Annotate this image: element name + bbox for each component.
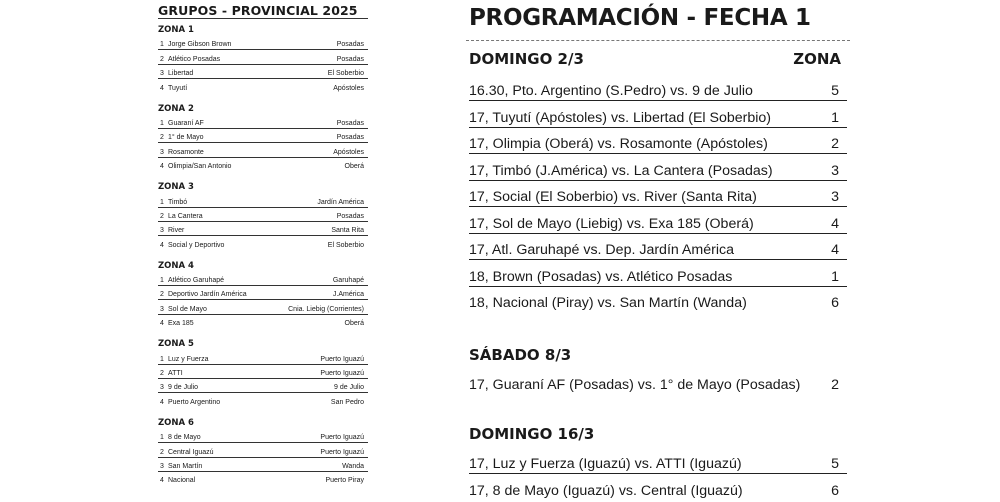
zone-block xyxy=(158,417,368,486)
team-name: 8 de Mayo xyxy=(168,434,201,442)
day-header xyxy=(469,50,841,68)
team-position: 4 xyxy=(160,241,164,249)
team-row xyxy=(158,379,368,393)
team-name: Luz y Fuerza xyxy=(168,355,209,363)
team-name: River xyxy=(168,227,185,235)
match-zone: 6 xyxy=(831,295,839,311)
team-row xyxy=(158,350,368,364)
team-row xyxy=(158,222,368,236)
team-row xyxy=(158,393,368,406)
match-row xyxy=(469,76,847,101)
match-text: 18, Brown (Posadas) vs. Atlético Posadas xyxy=(469,268,733,285)
team-row xyxy=(158,472,368,485)
team-city: Jardín América xyxy=(317,198,364,206)
day-header xyxy=(469,425,841,443)
match-row xyxy=(469,262,847,287)
team-row xyxy=(158,236,368,249)
day-label: SÁBADO 8/3 xyxy=(469,346,572,364)
match-text: 17, 8 de Mayo (Iguazú) vs. Central (Iguazú) xyxy=(469,482,743,499)
team-row xyxy=(158,300,368,314)
day-label: DOMINGO 2/3 xyxy=(469,50,584,68)
team-row xyxy=(158,129,368,143)
team-row xyxy=(158,193,368,207)
match-row xyxy=(469,288,847,312)
zone-title: ZONA 1 xyxy=(158,25,194,35)
team-name: San Martín xyxy=(168,462,203,470)
team-row xyxy=(158,315,368,328)
team-name: La Cantera xyxy=(168,212,203,220)
match-row xyxy=(469,476,847,500)
match-text: 17, Tuyutí (Apóstoles) vs. Libertad (El Soberbio) xyxy=(469,109,772,126)
team-position: 3 xyxy=(160,227,164,235)
zone-title: ZONA 5 xyxy=(158,339,194,350)
team-name: Olimpia/San Antonio xyxy=(168,163,232,171)
match-zone: 2 xyxy=(831,136,839,152)
match-row xyxy=(469,449,847,474)
groups-title: GRUPOS - PROVINCIAL 2025 xyxy=(158,0,368,19)
team-city: Apóstoles xyxy=(333,148,364,156)
team-name: Rosamonte xyxy=(168,148,204,156)
team-name: Atlético Garuhapé xyxy=(168,277,225,285)
team-position: 4 xyxy=(160,398,164,406)
team-position: 1 xyxy=(160,277,164,285)
team-name: Nacional xyxy=(168,477,196,485)
match-text: 17, Social (El Soberbio) vs. River (Santa Rita) xyxy=(469,189,757,205)
team-row xyxy=(158,208,368,222)
team-city: Puerto Iguazú xyxy=(320,434,364,442)
team-city: Puerto Iguazú xyxy=(320,370,364,378)
team-name: ATTI xyxy=(168,370,183,378)
match-zone: 1 xyxy=(831,109,839,126)
team-name: Sol de Mayo xyxy=(168,305,207,313)
match-text: 17, Atl. Garuhapé vs. Dep. Jardín América xyxy=(469,242,734,258)
match-text: 17, Guaraní AF (Posadas) vs. 1° de Mayo (Posadas) xyxy=(469,377,801,393)
zone-title: ZONA 3 xyxy=(158,182,194,193)
team-city: Puerto Iguazú xyxy=(320,355,364,363)
zones-list xyxy=(158,24,368,485)
team-city: Oberá xyxy=(344,163,364,171)
team-row xyxy=(158,272,368,286)
match-row xyxy=(469,182,847,207)
team-position: 2 xyxy=(160,448,164,456)
match-zone: 6 xyxy=(831,482,839,499)
match-zone: 4 xyxy=(831,242,839,258)
team-name: Tuyutí xyxy=(168,84,188,92)
zone-column-header: ZONA xyxy=(793,50,841,68)
team-name: Libertad xyxy=(168,70,194,78)
team-city: Puerto Iguazú xyxy=(320,448,364,456)
team-row xyxy=(158,115,368,129)
team-row xyxy=(158,36,368,50)
team-city: Apóstoles xyxy=(333,84,364,92)
zone-title: ZONA 4 xyxy=(158,260,194,271)
zone-block xyxy=(158,338,368,407)
groups-table xyxy=(158,0,368,495)
team-position: 1 xyxy=(160,41,164,49)
match-zone: 5 xyxy=(831,83,839,99)
team-position: 2 xyxy=(160,212,164,220)
team-city: 9 de Julio xyxy=(334,384,364,392)
team-position: 4 xyxy=(160,477,164,485)
team-city: Posadas xyxy=(336,134,364,142)
team-position: 4 xyxy=(160,320,164,328)
team-row xyxy=(158,429,368,443)
team-row xyxy=(158,50,368,64)
team-position: 4 xyxy=(160,84,164,92)
match-text: 16.30, Pto. Argentino (S.Pedro) vs. 9 de Julio xyxy=(469,83,753,99)
team-row xyxy=(158,458,368,472)
match-zone: 4 xyxy=(831,215,839,232)
match-text: 17, Luz y Fuerza (Iguazú) vs. ATTI (Iguazú) xyxy=(469,456,742,472)
match-row xyxy=(469,209,847,234)
team-city: Posadas xyxy=(336,119,364,127)
team-city: San Pedro xyxy=(330,398,364,406)
match-zone: 2 xyxy=(831,377,839,393)
team-name: Social y Deportivo xyxy=(168,241,225,249)
team-position: 2 xyxy=(160,55,164,63)
schedule-title: PROGRAMACIÓN - FECHA 1 xyxy=(469,5,811,31)
team-name: Timbó xyxy=(168,198,188,206)
match-text: 17, Timbó (J.América) vs. La Cantera (Posadas) xyxy=(469,162,773,179)
team-name: Atlético Posadas xyxy=(168,55,221,63)
team-name: Guaraní AF xyxy=(168,119,204,127)
team-position: 1 xyxy=(160,434,164,442)
zone-block xyxy=(158,181,368,250)
team-position: 2 xyxy=(160,370,164,378)
team-city: J.América xyxy=(332,291,364,299)
team-position: 1 xyxy=(160,119,164,127)
match-text: 17, Olimpia (Oberá) vs. Rosamonte (Apóstoles) xyxy=(469,136,768,152)
team-city: Cnia. Liebig (Corrientes) xyxy=(288,305,364,313)
team-position: 3 xyxy=(160,305,164,313)
match-row xyxy=(469,370,847,394)
team-city: Posadas xyxy=(336,212,364,220)
team-position: 3 xyxy=(160,70,164,78)
team-city: Posadas xyxy=(336,41,364,49)
team-city: Puerto Piray xyxy=(325,477,364,485)
zone-title: ZONA 6 xyxy=(158,417,194,428)
zone-block xyxy=(158,24,368,93)
zone-block xyxy=(158,103,368,172)
team-city: Oberá xyxy=(344,320,364,328)
team-name: Central Iguazú xyxy=(168,448,214,456)
team-position: 2 xyxy=(160,291,164,299)
team-row xyxy=(158,158,368,171)
team-name: Jorge Gibson Brown xyxy=(168,41,232,49)
team-position: 3 xyxy=(160,462,164,470)
team-city: El Soberbio xyxy=(327,70,364,78)
match-text: 17, Sol de Mayo (Liebig) vs. Exa 185 (Oberá) xyxy=(469,215,754,232)
team-row xyxy=(158,79,368,92)
match-zone: 3 xyxy=(831,162,839,179)
team-row xyxy=(158,65,368,79)
day-label: DOMINGO 16/3 xyxy=(469,425,595,443)
team-row xyxy=(158,143,368,157)
zone-title: ZONA 2 xyxy=(158,103,194,114)
team-city: El Soberbio xyxy=(327,241,364,249)
team-city: Wanda xyxy=(342,462,364,470)
team-row xyxy=(158,286,368,300)
team-name: 1° de Mayo xyxy=(168,134,204,142)
team-position: 4 xyxy=(160,163,164,171)
match-zone: 3 xyxy=(831,189,839,205)
match-row xyxy=(469,235,847,260)
title-divider xyxy=(466,40,850,41)
team-position: 3 xyxy=(160,384,164,392)
match-zone: 5 xyxy=(831,456,839,472)
match-row xyxy=(469,103,847,128)
team-position: 2 xyxy=(160,134,164,142)
match-text: 18, Nacional (Piray) vs. San Martín (Wanda) xyxy=(469,295,747,311)
team-row xyxy=(158,365,368,379)
team-name: Deportivo Jardín América xyxy=(168,291,247,299)
match-zone: 1 xyxy=(831,268,839,285)
team-position: 1 xyxy=(160,355,164,363)
match-row xyxy=(469,129,847,154)
zone-block xyxy=(158,260,368,329)
team-row xyxy=(158,443,368,457)
team-position: 3 xyxy=(160,148,164,156)
team-city: Garuhapé xyxy=(332,277,364,285)
day-header xyxy=(469,346,841,364)
team-name: 9 de Julio xyxy=(168,384,198,392)
team-city: Santa Rita xyxy=(331,227,364,235)
team-position: 1 xyxy=(160,198,164,206)
team-name: Exa 185 xyxy=(168,320,194,328)
team-name: Puerto Argentino xyxy=(168,398,221,406)
team-city: Posadas xyxy=(336,55,364,63)
match-row xyxy=(469,156,847,181)
